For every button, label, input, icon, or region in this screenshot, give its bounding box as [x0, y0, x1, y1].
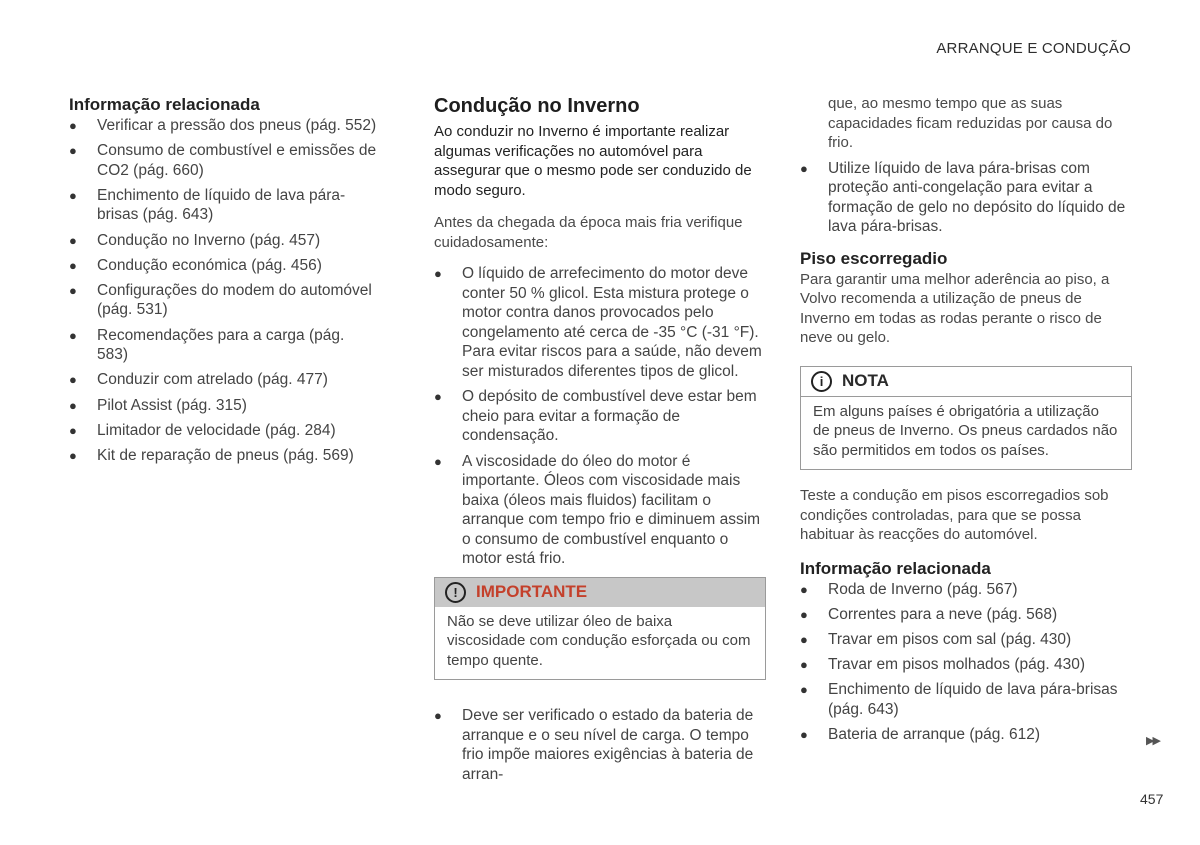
continued-text: que, ao mesmo tempo que as suas capacidades ficam reduzidas por causa do frio.	[828, 95, 1113, 151]
note-box	[800, 366, 1132, 471]
bullet-icon: ●	[69, 232, 77, 248]
winter-driving-column	[434, 94, 766, 790]
note-text: Em alguns países é obrigatória a utilização de pneus de Inverno. Os pneus cardados não são permitidos em todos os países.	[813, 402, 1118, 459]
list-item[interactable]: ● Verificar a pressão dos pneus (pág. 552)	[69, 117, 377, 134]
lead-paragraph: Antes da chegada da época mais fria verifique cuidadosamente:	[434, 214, 743, 251]
list-item[interactable]: ● Limitador de velocidade (pág. 284)	[69, 421, 336, 439]
list-item[interactable]: ● Correntes para a neve (pág. 568)	[800, 605, 1058, 623]
list-item[interactable]: ● Condução económica (pág. 456)	[69, 256, 322, 274]
list-item: ● Utilize líquido de lava pára-brisas com proteção anti-congelação para evitar a formação de gelo no depósito do líquido de lava pára-brisas.	[800, 159, 1126, 235]
related-info-heading: Informação relacionada	[69, 95, 260, 114]
list-item[interactable]: ● Enchimento de líquido de lava pára-brisas (pág. 643)	[800, 681, 1118, 718]
bullet-icon: ●	[69, 372, 77, 388]
bullet-icon: ●	[800, 581, 808, 597]
related-info-list	[800, 580, 1132, 745]
exclamation-icon: !	[445, 582, 466, 603]
bullet-icon: ●	[800, 657, 808, 673]
slippery-heading: Piso escorregadio	[800, 248, 948, 268]
bullet-icon: ●	[69, 397, 77, 413]
important-header	[435, 578, 765, 607]
important-text: Não se deve utilizar óleo de baixa viscosidade com condução esforçada ou com tempo quente.	[447, 612, 751, 669]
note-header	[801, 367, 1131, 397]
related-info-column	[69, 94, 379, 471]
list-item[interactable]: ● Consumo de combustível e emissões de CO2 (pág. 660)	[69, 142, 377, 179]
bullet-icon: ●	[69, 118, 77, 133]
bullet-icon: ●	[800, 631, 808, 647]
important-label: IMPORTANTE	[476, 582, 588, 601]
intro-paragraph: Ao conduzir no Inverno é importante realizar algumas verificações no automóvel para assegurar que o mesmo pode ser conduzido de modo seguro.	[434, 123, 752, 199]
bullet-icon: ●	[69, 327, 77, 343]
bullet-icon: ●	[800, 160, 808, 176]
bullet-icon: ●	[800, 682, 808, 698]
list-item[interactable]: ● Pilot Assist (pág. 315)	[69, 396, 247, 414]
bullet-icon: ●	[69, 422, 77, 438]
list-item[interactable]: ● Enchimento de líquido de lava pára-brisas (pág. 643)	[69, 186, 346, 224]
checklist-continued	[434, 706, 766, 784]
list-item: ● Deve ser verificado o estado da bateria de arranque e o seu nível de carga. O tempo frio impõe maiores exigências à bateria de arran-	[434, 707, 754, 783]
list-item[interactable]: ● Recomendações para a carga (pág. 583)	[69, 326, 345, 364]
list-item[interactable]: ● Conduzir com atrelado (pág. 477)	[69, 371, 328, 389]
bullet-icon: ●	[434, 266, 442, 281]
related-info-list	[69, 116, 379, 465]
bullet-icon: ●	[434, 708, 442, 723]
list-item: ● A viscosidade do óleo do motor é importante. Óleos com viscosidade mais baixa (óleos mais fluidos) facilitam o arranque com tempo frio e diminuem assim o consumo de combustível enquanto o motor está frio.	[434, 452, 761, 567]
list-item[interactable]: ● Roda de Inverno (pág. 567)	[800, 580, 1018, 598]
section-title: Condução no Inverno	[434, 95, 640, 117]
page-number: 457	[1140, 791, 1164, 807]
list-item[interactable]: ● Kit de reparação de pneus (pág. 569)	[69, 446, 354, 464]
checklist-col3	[800, 159, 1132, 237]
list-item[interactable]: ● Travar em pisos com sal (pág. 430)	[800, 630, 1072, 648]
bullet-icon: ●	[69, 257, 77, 273]
note-label: NOTA	[842, 371, 889, 390]
slippery-text: Para garantir uma melhor aderência ao piso, a Volvo recomenda a utilização de pneus de Inverno em todas as rodas perante o risco de neve ou gelo.	[800, 270, 1110, 346]
continue-arrows-icon: ▶▶	[1146, 735, 1159, 747]
list-item: ● O depósito de combustível deve estar bem cheio para evitar a formação de condensação.	[434, 388, 757, 444]
test-text: Teste a condução em pisos escorregadios sob condições controladas, para que se possa habituar às reacções do automóvel.	[800, 487, 1109, 543]
bullet-icon: ●	[800, 606, 808, 622]
list-item[interactable]: ● Bateria de arranque (pág. 612)	[800, 725, 1040, 743]
info-icon: i	[811, 371, 832, 392]
bullet-icon: ●	[69, 447, 77, 463]
list-item[interactable]: ● Travar em pisos molhados (pág. 430)	[800, 656, 1086, 674]
checklist	[434, 264, 766, 569]
bullet-icon: ●	[434, 389, 442, 404]
section-header: ARRANQUE E CONDUÇÃO	[936, 40, 1131, 57]
bullet-icon: ●	[434, 453, 442, 469]
related-info-heading: Informação relacionada	[800, 558, 991, 578]
important-box	[434, 577, 766, 681]
bullet-icon: ●	[69, 187, 77, 203]
list-item[interactable]: ● Configurações do modem do automóvel (pág. 531)	[69, 281, 372, 319]
list-item: ● O líquido de arrefecimento do motor deve conter 50 % glicol. Esta mistura protege o motor contra danos provocados pelo congelamento até cerca de -35 °C (-31 °F). Para evitar riscos para a saúde, não devem ser misturados diferentes tipos de glicol.	[434, 265, 762, 380]
bullet-icon: ●	[800, 726, 808, 742]
bullet-icon: ●	[69, 143, 77, 159]
bullet-icon: ●	[69, 282, 77, 298]
winter-driving-continued-column	[800, 94, 1132, 750]
list-item[interactable]: ● Condução no Inverno (pág. 457)	[69, 231, 321, 249]
